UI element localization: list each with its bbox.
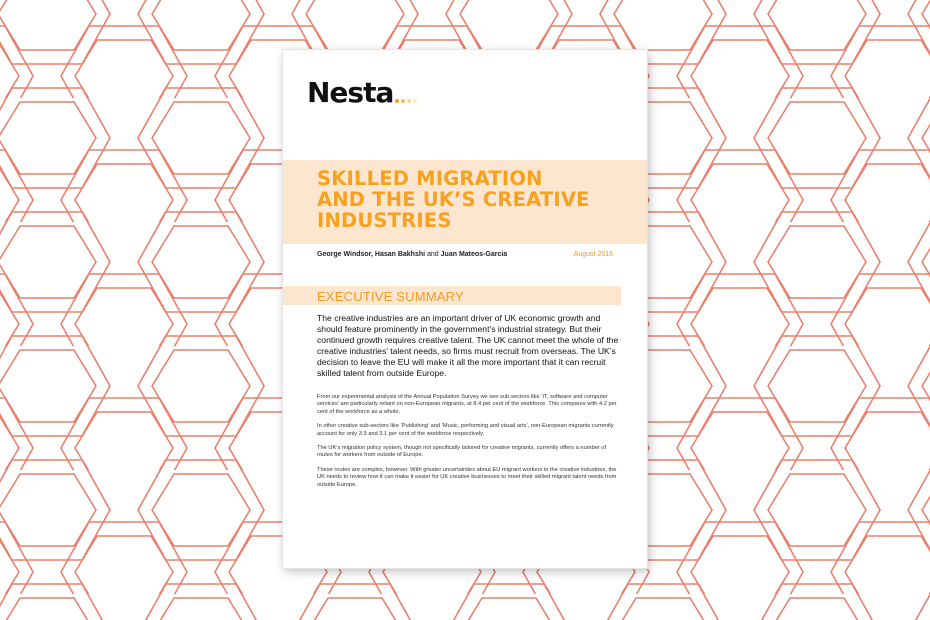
logo-dot [407,99,411,103]
logo-dot [413,99,417,103]
authors-line [317,251,507,258]
section-heading: EXECUTIVE SUMMARY [317,289,464,304]
report-title [317,168,637,231]
author-last: Juan Mateos-Garcia [440,251,508,258]
lead-paragraph: The creative industries are an important driver of UK economic growth and should feature prominently in the government’s industrial strategy. But their continued growth requires creative talent. The UK cannot meet the whole of the creative industries’ talent needs, so firms must recruit from overseas. The UK’s decision to leave the EU will make it all the more important that it can recruit skilled talent from outside Europe. [317,313,619,378]
logo-text: Nesta [307,76,394,109]
author-conjunction: and [425,251,441,258]
summary-paragraph: From our experimental analysis of the Annual Population Survey we see sub-sectors like ‘IT, software and computer services’ are particularly reliant on non-European migrants, at 8.4 per cent of the workforce. This compares with 4.2 per cent of the workforce as a whole. [317,394,617,415]
logo-dot [401,99,405,103]
summary-paragraph: The UK’s migration policy system, though not specifically tailored for creative migrants, currently offers a number of routes for workers from outside of Europe. [317,445,607,459]
summary-paragraphs [317,394,617,496]
report-cover-page [283,50,647,568]
logo-dots-icon [395,99,417,103]
nesta-logo [307,76,417,109]
title-line: INDUSTRIES [317,209,452,232]
title-line: SKILLED MIGRATION [317,167,543,190]
summary-paragraph: In other creative sub-sectors like ‘Publishing’ and ‘Music, performing and visual arts’, non-European migrants currently account for only 3.9 and 3.1 per cent of the workforce respectively. [317,423,614,437]
logo-dot [395,99,399,103]
author-names: George Windsor, Hasan Bakhshi [317,251,426,258]
summary-paragraph: These routes are complex, however. With greater uncertainties about EU migrant workers in the creative industries, the UK needs to review how it can make it easier for UK creative businesses to meet their skilled migrant talent needs from outside Europe. [317,466,617,488]
publication-date: August 2016 [573,251,613,258]
title-line: AND THE UK’S CREATIVE [317,188,590,211]
